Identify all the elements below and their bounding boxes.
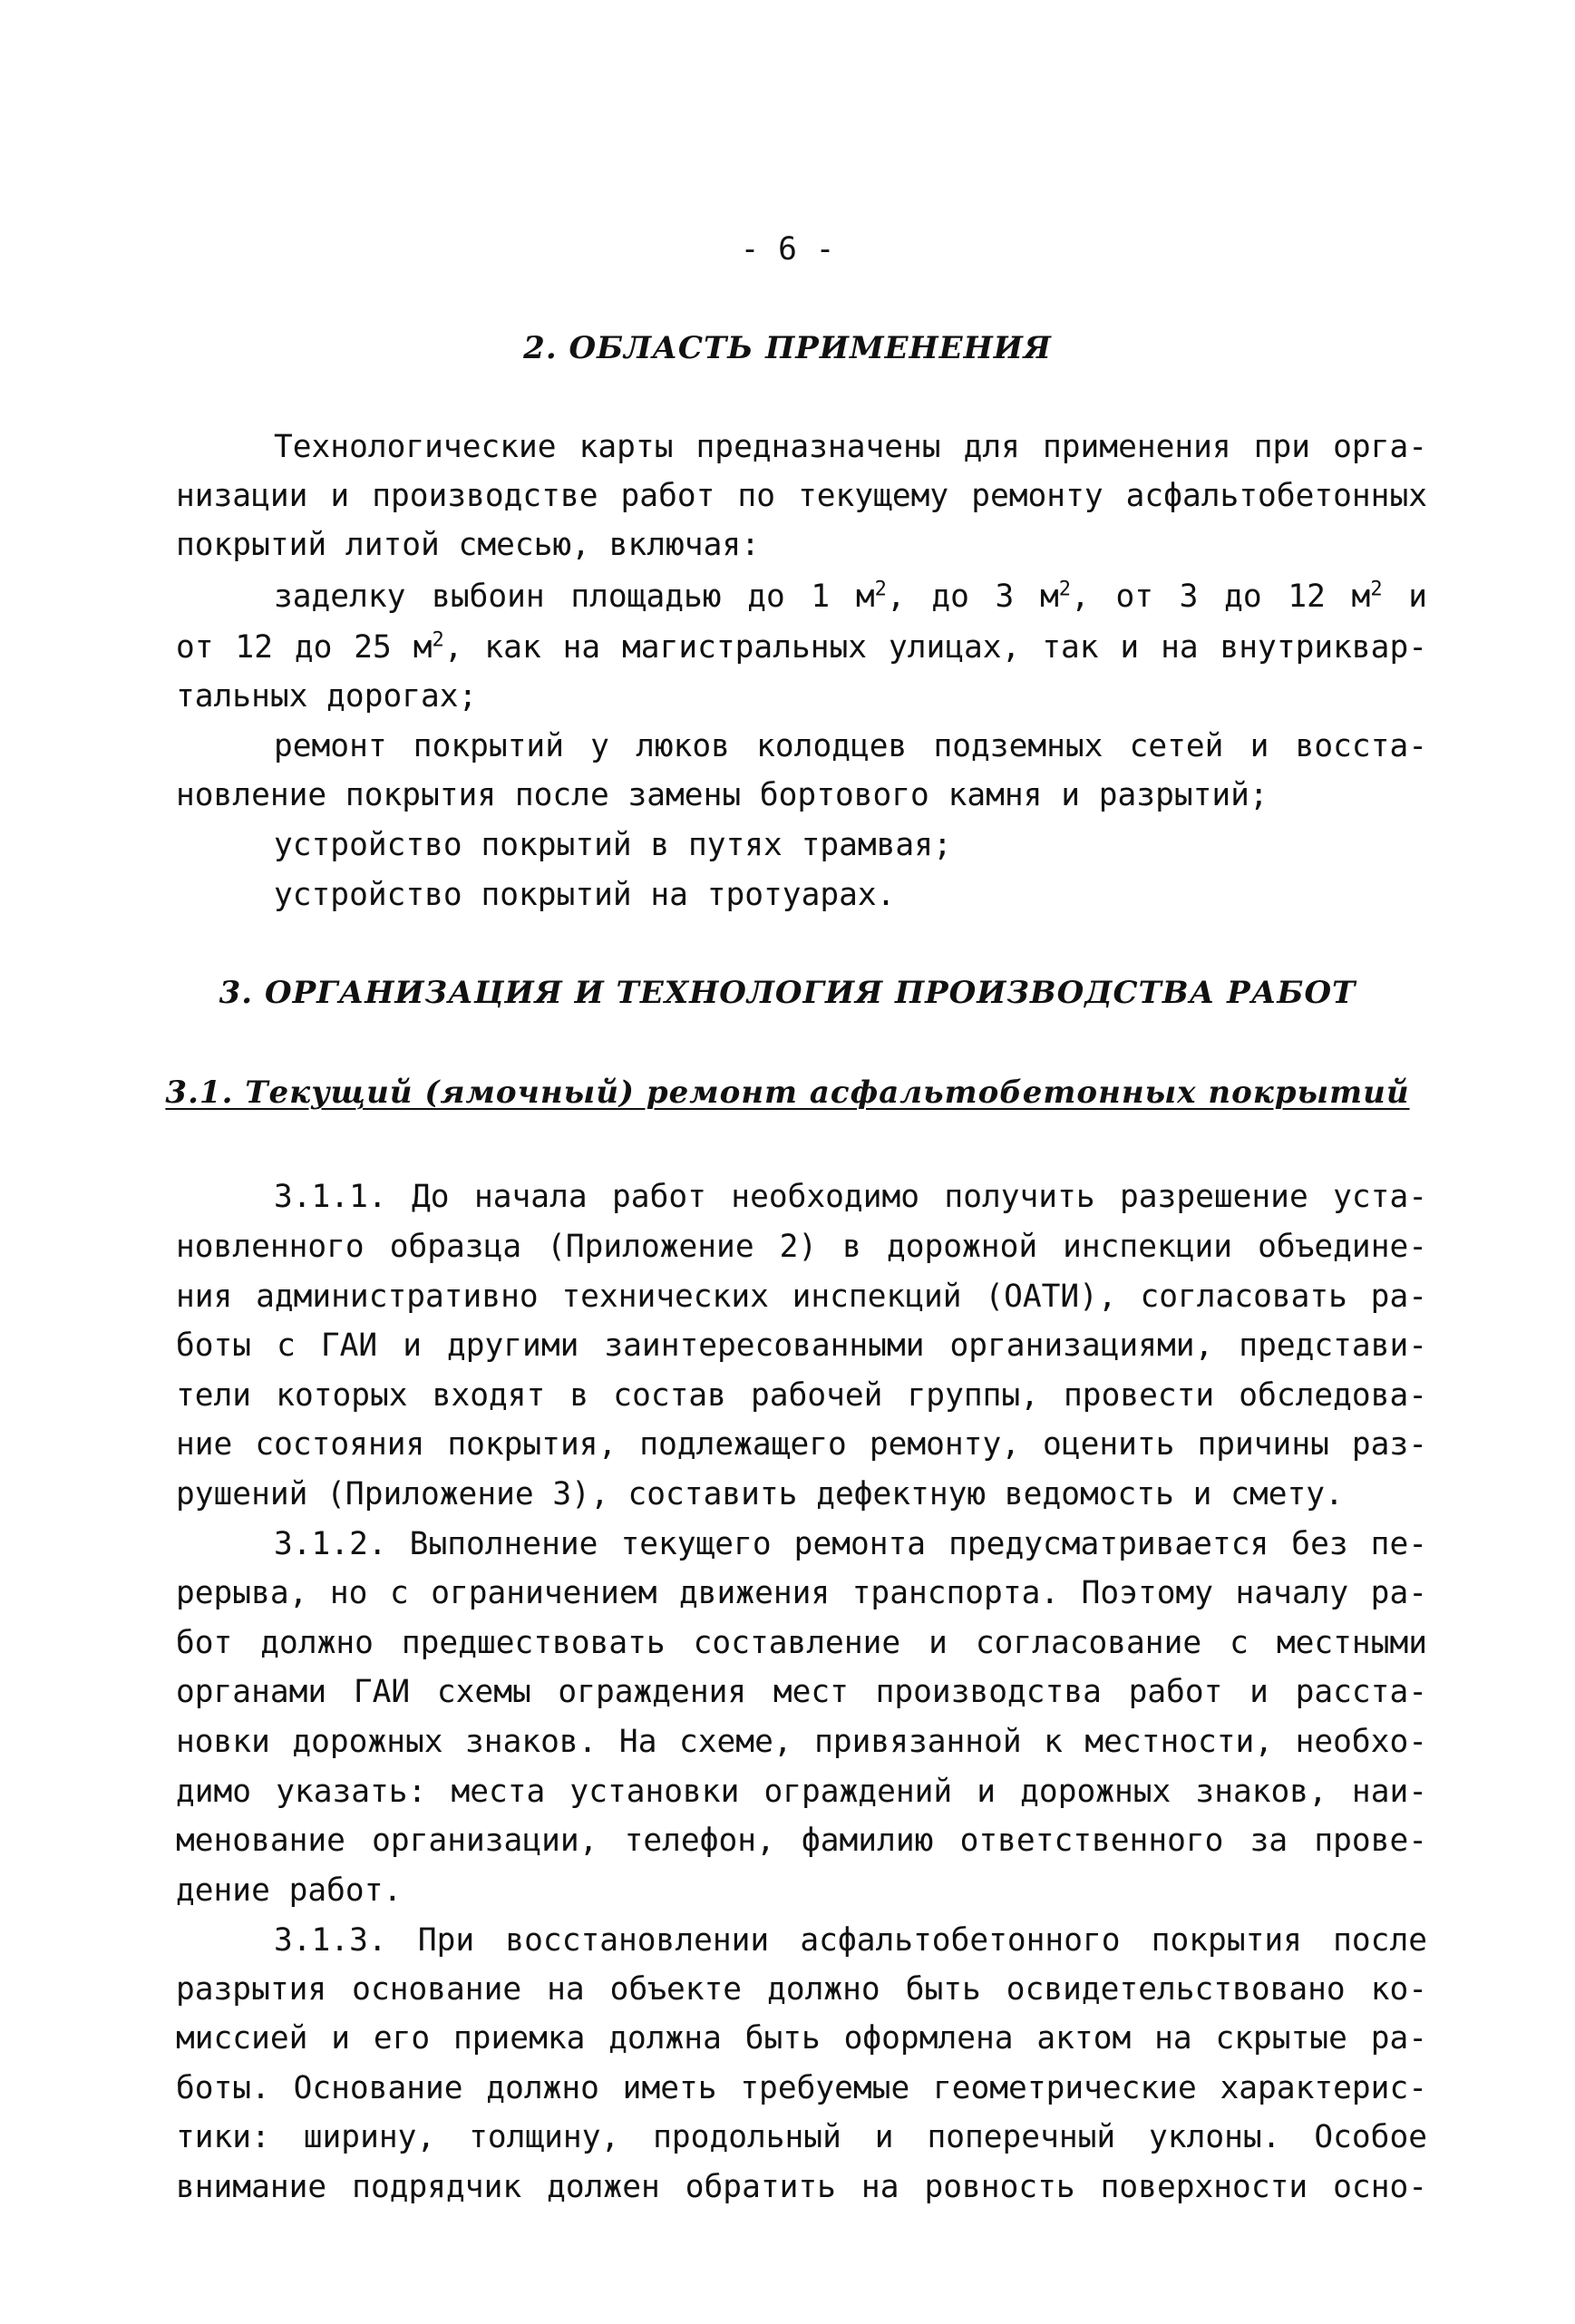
text-fragment: , как на магистральных улицах, так и на внутриквар- — [443, 629, 1427, 666]
paragraph-3-1-2-line: бот должно предшествовать составление и согласование с местными — [176, 1625, 1427, 1661]
paragraph-3-1-1-line: тели которых входят в состав рабочей группы, провести обследова- — [176, 1377, 1427, 1414]
superscript: 2 — [1370, 578, 1383, 601]
list-item-hatches-line: новление покрытия после замены бортового камня и разрытий; — [176, 777, 1269, 813]
list-item-potholes-line — [274, 573, 1427, 620]
superscript: 2 — [1058, 578, 1072, 601]
section-2-text-line: покрытий литой смесью, включая: — [176, 527, 760, 563]
paragraph-3-1-1-line: новленного образца (Приложение 2) в дорожной инспекции объедине- — [176, 1229, 1427, 1265]
section-3-1-heading: 3.1. Текущий (ямочный) ремонт асфальтобетонных покрытий — [165, 1074, 1410, 1111]
text-fragment: , от 3 до 12 м — [1071, 579, 1371, 615]
paragraph-3-1-3-line: тики: ширину, толщину, продольный и поперечный уклоны. Особое — [176, 2119, 1427, 2155]
text-fragment: от 12 до 25 м — [176, 629, 433, 666]
paragraph-3-1-3-line: миссией и его приемка должна быть оформлена актом на скрытые ра- — [176, 2020, 1427, 2057]
paragraph-3-1-3-line: разрытия основание на объекте должно быть освидетельствовано ко- — [176, 1971, 1427, 2008]
paragraph-3-1-1-line: ние состояния покрытия, подлежащего ремонту, оценить причины раз- — [176, 1426, 1427, 1463]
paragraph-3-1-1-line: ния административно технических инспекций (ОАТИ), согласовать ра- — [176, 1279, 1427, 1315]
section-2-text-line: Технологические карты предназначены для применения при орга- — [274, 429, 1427, 465]
section-2-heading: 2. ОБЛАСТЬ ПРИМЕНЕНИЯ — [523, 330, 1052, 366]
list-item-potholes-line — [176, 624, 1427, 671]
paragraph-3-1-2-line: дение работ. — [176, 1872, 403, 1909]
section-3-heading: 3. ОРГАНИЗАЦИЯ И ТЕХНОЛОГИЯ ПРОИЗВОДСТВА РАБОТ — [219, 975, 1356, 1011]
list-item-hatches-line: ремонт покрытий у люков колодцев подземных сетей и восста- — [274, 728, 1427, 764]
paragraph-3-1-3-line: боты. Основание должно иметь требуемые геометрические характерис- — [176, 2070, 1427, 2106]
list-item-sidewalks: устройство покрытий на тротуарах. — [274, 877, 896, 913]
list-item-potholes-line: тальных дорогах; — [176, 678, 478, 715]
paragraph-3-1-1-line: 3.1.1. До начала работ необходимо получить разрешение уста- — [274, 1179, 1427, 1215]
list-item-tram-tracks: устройство покрытий в путях трамвая; — [274, 827, 952, 863]
paragraph-3-1-2-line: 3.1.2. Выполнение текущего ремонта предусматривается без пе- — [274, 1526, 1427, 1562]
page-number: - 6 - — [740, 231, 835, 267]
text-fragment: и — [1382, 579, 1428, 615]
text-fragment: заделку выбоин площадью до 1 м — [274, 579, 875, 615]
paragraph-3-1-2-line: новки дорожных знаков. На схеме, привязанной к местности, необхо- — [176, 1724, 1427, 1760]
paragraph-3-1-2-line: менование организации, телефон, фамилию ответственного за прове- — [176, 1823, 1427, 1859]
paragraph-3-1-3-line: внимание подрядчик должен обратить на ровность поверхности осно- — [176, 2169, 1427, 2205]
paragraph-3-1-1-line: боты с ГАИ и другими заинтересованными организациями, представи- — [176, 1327, 1427, 1364]
paragraph-3-1-3-line: 3.1.3. При восстановлении асфальтобетонного покрытия после — [274, 1922, 1427, 1959]
section-2-text-line: низации и производстве работ по текущему ремонту асфальтобетонных — [176, 478, 1427, 514]
paragraph-3-1-2-line: рерыва, но с ограничением движения транспорта. Поэтому началу ра- — [176, 1575, 1427, 1611]
superscript: 2 — [874, 578, 887, 601]
paragraph-3-1-2-line: димо указать: места установки ограждений и дорожных знаков, наи- — [176, 1774, 1427, 1810]
paragraph-3-1-1-line: рушений (Приложение 3), составить дефектную ведомость и смету. — [176, 1476, 1344, 1512]
text-fragment: , до 3 м — [886, 579, 1059, 615]
paragraph-3-1-2-line: органами ГАИ схемы ограждения мест производства работ и расста- — [176, 1674, 1427, 1710]
superscript: 2 — [432, 628, 444, 652]
